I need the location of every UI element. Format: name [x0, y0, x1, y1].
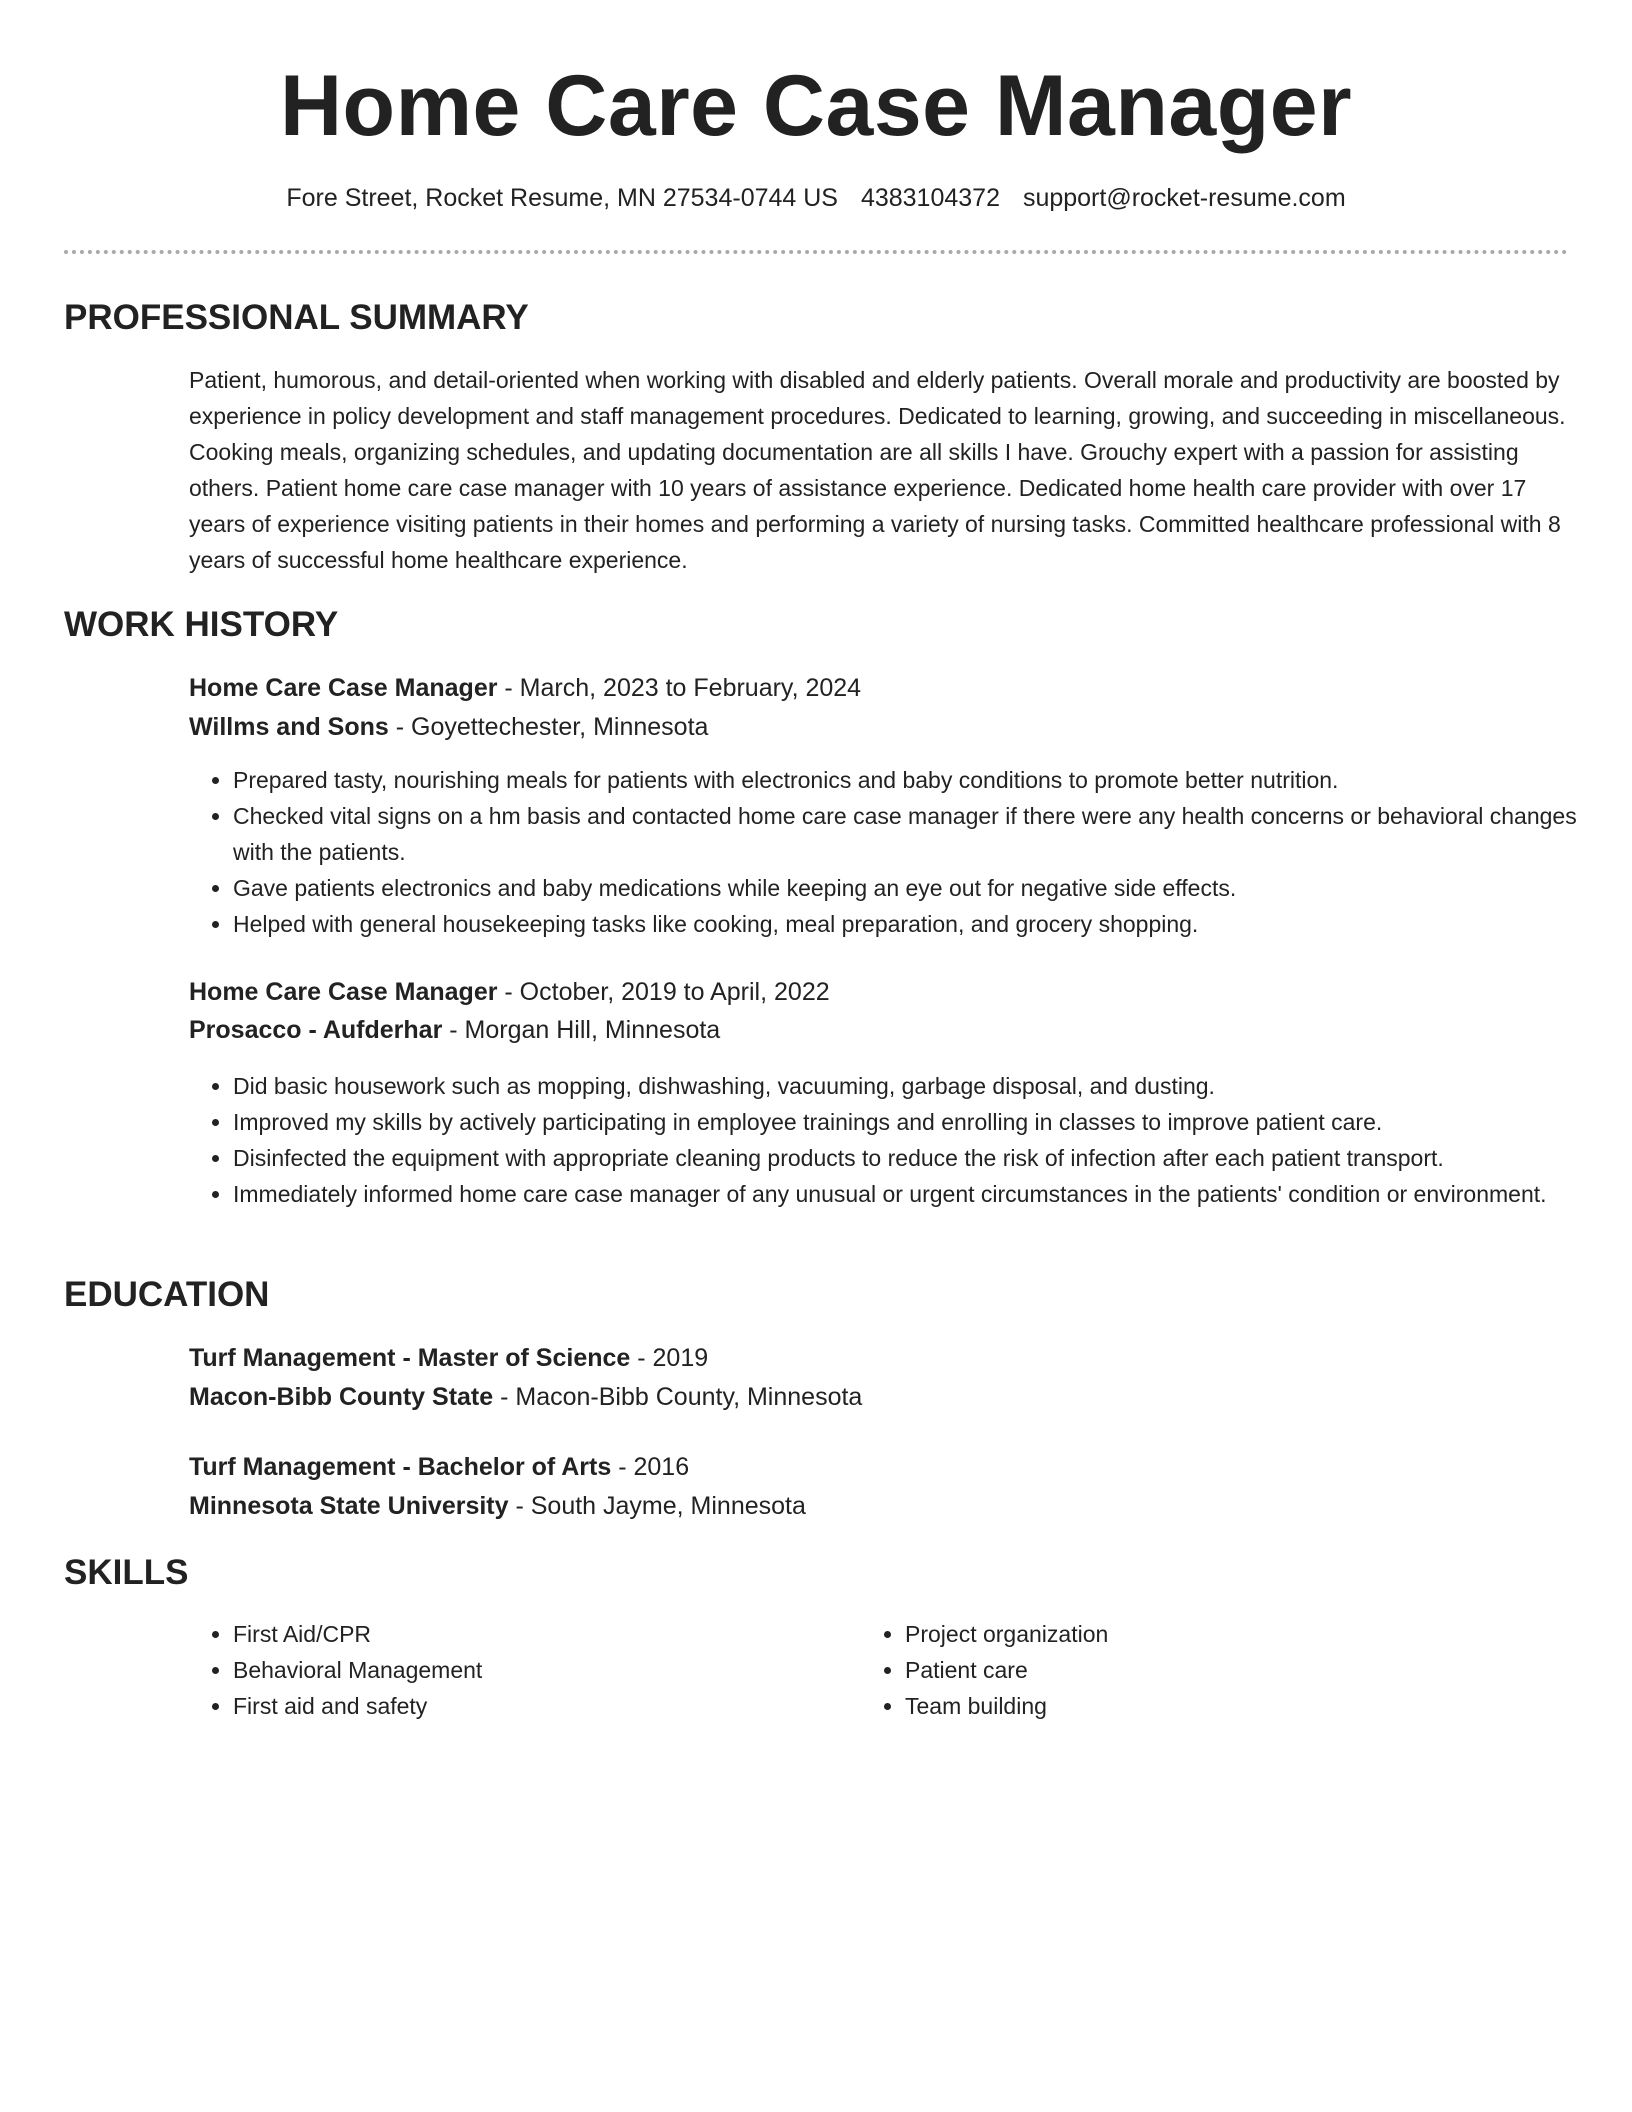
education-2-location: - South Jayme, Minnesota: [508, 1492, 806, 1520]
contact-address: Fore Street, Rocket Resume, MN 27534-0744 US: [286, 184, 838, 212]
skill-item: • Project organization: [905, 1616, 1505, 1652]
job-1-dates: - March, 2023 to February, 2024: [497, 674, 862, 702]
job-1-title-line: [189, 670, 861, 706]
list-item: • Prepared tasty, nourishing meals for patients with electronics and baby conditions to promote better nutrition.: [233, 762, 1613, 798]
education-2-school-line: [189, 1488, 806, 1524]
job-2-bullets: [189, 1068, 1613, 1212]
education-2-school: Minnesota State University: [189, 1492, 509, 1520]
education-1-school: Macon-Bibb County State: [189, 1383, 494, 1411]
list-item: • Improved my skills by actively participating in employee trainings and enrolling in classes to improve patient care.: [233, 1104, 1613, 1140]
list-item: • Gave patients electronics and baby medications while keeping an eye out for negative side effects.: [233, 870, 1613, 906]
summary-text: Patient, humorous, and detail-oriented when working with disabled and elderly patients. Overall morale and productivity are boosted by experience in policy development and staff management procedures. Dedicated to learning, growing, and succeeding in miscellaneous. Cooking meals, organizing schedules, and updating documentation are all skills I have. Grouchy expert with a passion for assisting others. Patient home care case manager with 10 years of assistance experience. Dedicated home health care provider with over 17 years of experience visiting patients in their homes and performing a variety of nursing tasks. Committed healthcare professional with 8 years of successful home healthcare experience.: [189, 367, 1566, 573]
skill-item: • Team building: [905, 1688, 1505, 1724]
list-item: • Did basic housework such as mopping, dishwashing, vacuuming, garbage disposal, and dusting.: [233, 1068, 1613, 1104]
job-1-company: Willms and Sons: [189, 713, 389, 741]
skills-list-right: [861, 1616, 1505, 1724]
header-divider: [64, 250, 1568, 254]
work-history-heading: WORK HISTORY: [64, 605, 339, 644]
summary-heading: PROFESSIONAL SUMMARY: [64, 298, 529, 337]
skill-item: • First aid and safety: [233, 1688, 833, 1724]
education-1-degree-line: [189, 1340, 708, 1376]
job-2-company-line: [189, 1012, 720, 1048]
job-2-company: Prosacco - Aufderhar: [189, 1016, 443, 1044]
list-item: • Helped with general housekeeping tasks like cooking, meal preparation, and grocery shopping.: [233, 906, 1613, 942]
job-2-dates: - October, 2019 to April, 2022: [497, 978, 830, 1006]
skill-item: • First Aid/CPR: [233, 1616, 833, 1652]
education-2-year: - 2016: [611, 1453, 690, 1481]
job-1-location: - Goyettechester, Minnesota: [388, 713, 709, 741]
job-2-role: Home Care Case Manager: [189, 978, 498, 1006]
job-1-company-line: [189, 709, 708, 745]
job-1-role: Home Care Case Manager: [189, 674, 498, 702]
page-title: Home Care Case Manager: [279, 58, 1353, 154]
list-item: • Checked vital signs on a hm basis and contacted home care case manager if there were any health concerns or behavioral changes with the patients.: [233, 798, 1613, 870]
education-heading: EDUCATION: [64, 1275, 270, 1314]
education-1-school-line: [189, 1379, 862, 1415]
education-2-degree-line: [189, 1449, 689, 1485]
contact-phone: 4383104372: [860, 184, 1000, 212]
job-1-bullets: [189, 762, 1613, 942]
education-1-location: - Macon-Bibb County, Minnesota: [493, 1383, 863, 1411]
education-1-degree: Turf Management - Master of Science: [189, 1344, 631, 1372]
skill-item: • Behavioral Management: [233, 1652, 833, 1688]
list-item: • Immediately informed home care case manager of any unusual or urgent circumstances in the patients' condition or environment.: [233, 1176, 1613, 1212]
job-2-title-line: [189, 974, 830, 1010]
contact-email: support@rocket-resume.com: [1022, 184, 1346, 212]
list-item: • Disinfected the equipment with appropriate cleaning products to reduce the risk of infection after each patient transport.: [233, 1140, 1613, 1176]
education-1-year: - 2019: [630, 1344, 709, 1372]
contact-line: [64, 180, 1568, 216]
skills-heading: SKILLS: [64, 1553, 189, 1592]
resume-page: [64, 0, 1577, 1719]
skill-item: • Patient care: [905, 1652, 1505, 1688]
skills-list-left: [189, 1616, 833, 1724]
job-2-location: - Morgan Hill, Minnesota: [442, 1016, 721, 1044]
education-2-degree: Turf Management - Bachelor of Arts: [189, 1453, 612, 1481]
